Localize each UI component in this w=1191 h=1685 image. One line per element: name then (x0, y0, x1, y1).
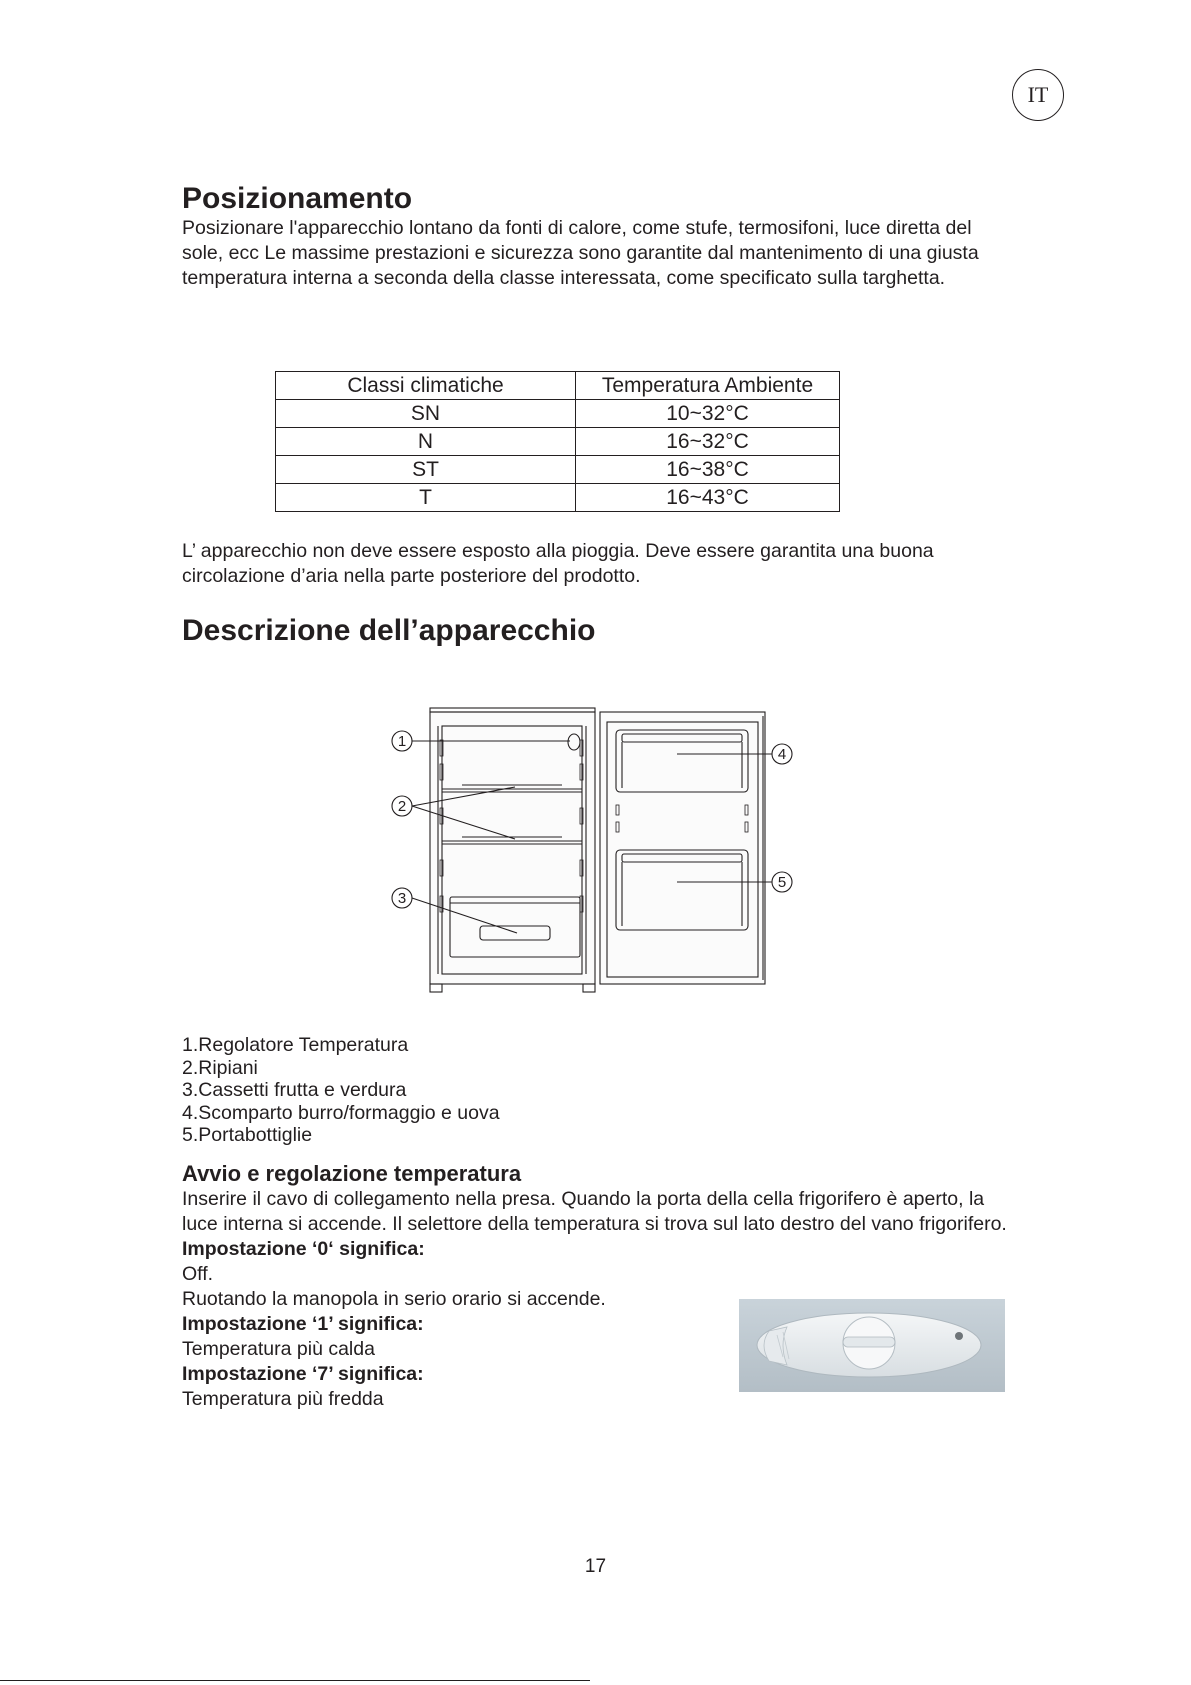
table-cell: T (276, 484, 576, 512)
list-item: 2.Ripiani (182, 1056, 258, 1079)
thermostat-dial (843, 1317, 895, 1369)
positioning-paragraph: Posizionare l'apparecchio lontano da fonti di calore, come stufe, termosifoni, luce diretta del sole, ecc Le massime prestazioni e sicurezza sono garantite dal mantenimento di una giusta temperatura interna a seconda della classe interessata, come specificato sulla targhetta. (182, 217, 979, 289)
fridge-door (600, 712, 765, 984)
section-title-description: Descrizione dell’apparecchio (182, 614, 596, 647)
section-title-positioning: Posizionamento (182, 182, 413, 215)
table-cell: SN (276, 400, 576, 428)
rain-note-paragraph: L’ apparecchio non deve essere esposto alla pioggia. Deve essere garantita una buona circolazione d’aria nella parte posteriore del prodotto. (182, 540, 934, 587)
thermostat-photo (739, 1299, 1005, 1392)
callout-1-label: 1 (397, 733, 407, 750)
table-header-row (276, 372, 840, 400)
callout-2-label: 2 (397, 798, 407, 815)
language-badge: IT (1012, 69, 1064, 121)
callout-5-label: 5 (777, 874, 787, 891)
table-row (276, 428, 840, 456)
footer-divider (0, 1680, 590, 1681)
table-row (276, 400, 840, 428)
setting-0-text: Off. (182, 1263, 214, 1285)
thermostat-screw (955, 1332, 963, 1340)
callout-4-label: 4 (777, 746, 787, 763)
fridge-cabinet (430, 708, 595, 992)
fridge-diagram (380, 700, 820, 1000)
table-cell: N (276, 428, 576, 456)
setting-0-label: Impostazione ‘0‘ significa: (182, 1238, 425, 1260)
list-item: 4.Scomparto burro/formaggio e uova (182, 1101, 500, 1124)
startup-intro-paragraph: Inserire il cavo di collegamento nella presa. Quando la porta della cella frigorifero è aperto, la luce interna si accende. Il selettore della temperatura si trova sul lato destro del vano frigorifero. (182, 1188, 1007, 1235)
table-cell: 16~32°C (576, 428, 840, 456)
list-item: 1.Regolatore Temperatura (182, 1034, 409, 1056)
table-header-cell: Classi climatiche (276, 372, 576, 400)
setting-7-label: Impostazione ‘7’ significa: (182, 1363, 424, 1385)
climate-class-table (275, 371, 840, 512)
table-cell: 16~43°C (576, 484, 840, 512)
table-header-cell: Temperatura Ambiente (576, 372, 840, 400)
callout-3-label: 3 (397, 890, 407, 907)
table-cell: 10~32°C (576, 400, 840, 428)
setting-1-label: Impostazione ‘1’ significa: (182, 1313, 424, 1335)
list-item: 3.Cassetti frutta e verdura (182, 1079, 407, 1101)
page-number: 17 (584, 1556, 607, 1577)
table-row (276, 456, 840, 484)
component-legend (182, 1034, 500, 1147)
section-title-startup: Avvio e regolazione temperatura (182, 1161, 522, 1186)
setting-1-text: Temperatura più calda (182, 1338, 375, 1360)
table-cell: ST (276, 456, 576, 484)
list-item: 5.Portabottiglie (182, 1124, 313, 1146)
table-cell: 16~38°C (576, 456, 840, 484)
setting-7-text: Temperatura più fredda (182, 1388, 384, 1410)
setting-0-text-detail: Ruotando la manopola in serio orario si accende. (182, 1288, 606, 1310)
table-row (276, 484, 840, 512)
